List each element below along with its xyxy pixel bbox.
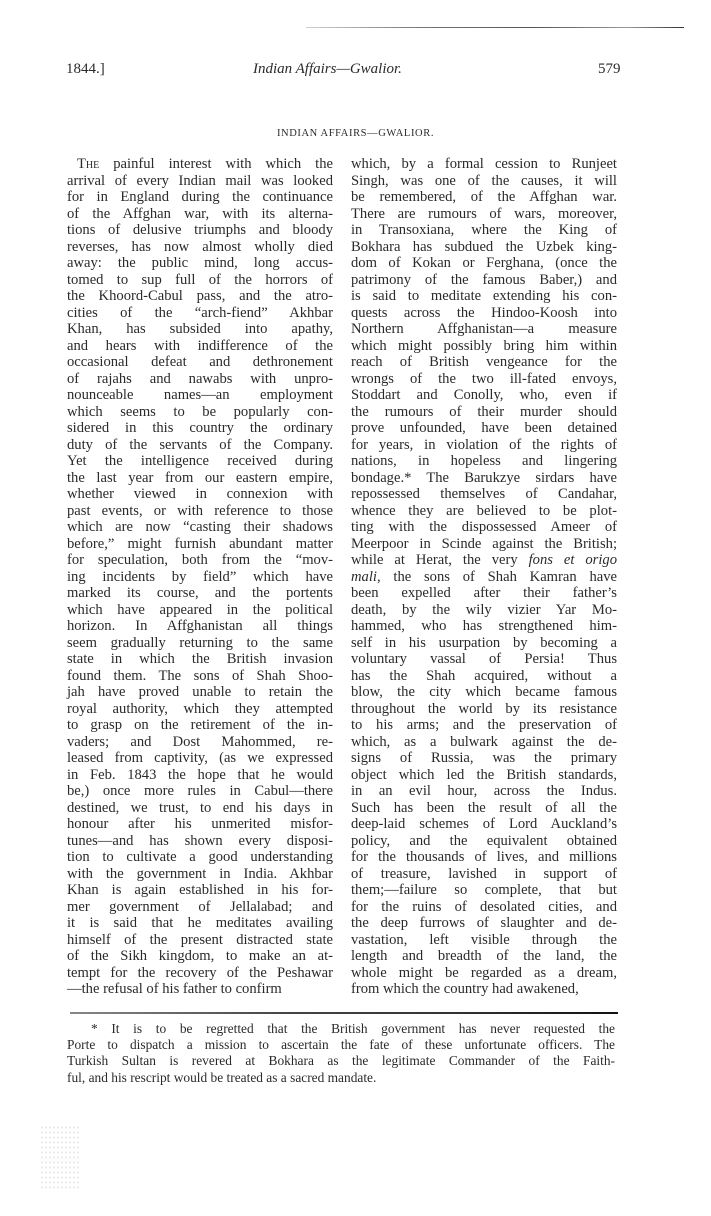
text-line: while at Herat, the very fons et origo <box>351 552 618 568</box>
text-line: Khan, has subsided into apathy, <box>67 321 333 337</box>
text-line: hammed, who has strengthened him- <box>351 618 617 634</box>
text-line: in Transoxiana, where the King of <box>351 222 617 238</box>
text-line: of treasure, lavished in support of <box>351 865 617 882</box>
footnote <box>67 1021 615 1086</box>
text-line: deep-laid schemes of Lord Auckland’s <box>351 816 617 832</box>
page-scan-specks <box>40 1125 80 1190</box>
text-line: the Khoord-Cabul pass, and the atro- <box>67 288 333 304</box>
text-line: which might possibly bring him within <box>351 337 617 354</box>
text-line: tunes—and has shown every disposi- <box>67 832 333 849</box>
text-line: voluntary vassal of Persia! Thus <box>351 651 617 667</box>
text-line: in an evil hour, across the Indus. <box>351 783 617 799</box>
text-line: bondage.* The Barukzye sirdars have <box>351 469 617 486</box>
text-line: for the ruins of desolated cities, and <box>351 898 617 915</box>
text-line: signs of Russia, was the primary <box>351 750 617 766</box>
text-line: which are now “casting their shadows <box>67 519 333 535</box>
text-line: whether viewed in connexion with <box>67 486 333 502</box>
text-line: duty of the servants of the Company. <box>67 436 333 453</box>
text-line: blow, the city which became famous <box>351 684 617 700</box>
text-line: Stoddart and Conolly, who, even if <box>351 387 617 403</box>
text-line: nounceable names—an employment <box>67 387 333 403</box>
text-line: which, as a bulwark against the de- <box>351 733 617 750</box>
text-line: occasional defeat and dethronement <box>67 354 333 370</box>
running-head <box>0 61 711 81</box>
text-line: tion to cultivate a good understanding <box>67 849 333 865</box>
footnote-line: * It is to be regretted that the British government has never requested the <box>91 1021 615 1036</box>
text-line: Bokhara has subdued the Uzbek king- <box>351 238 617 255</box>
text-line: of rajahs and nawabs with unpro- <box>67 370 333 387</box>
running-head-year: 1844.] <box>66 61 105 77</box>
text-line: reach of British vengeance for the <box>351 354 617 370</box>
page-number: 579 <box>598 61 621 77</box>
text-line: wrongs of the two ill-fated envoys, <box>351 370 617 387</box>
text-line: Northern Affghanistan—a measure <box>351 321 617 337</box>
text-line: it is said that he meditates availing <box>67 915 333 931</box>
text-line: sidered in this country the ordinary <box>67 420 333 436</box>
text-line: himself of the present distracted state <box>67 931 333 948</box>
text-line: royal authority, which they attempted <box>67 700 333 717</box>
text-line: seem gradually returning to the same <box>67 634 333 651</box>
text-line: death, by the wily vizier Yar Mo- <box>351 601 617 618</box>
text-line: quests across the Hindoo-Koosh into <box>351 304 617 321</box>
text-line: to grasp on the retirement of the in- <box>67 717 333 733</box>
text-line: the deep furrows of slaughter and de- <box>351 915 617 931</box>
text-line: object which led the British standards, <box>351 766 617 783</box>
text-line: vastation, left visible through the <box>351 931 617 948</box>
text-line: past events, or with reference to those <box>67 502 333 519</box>
text-line: mer government of Jellalabad; and <box>67 898 333 915</box>
text-line: of the Affghan war, with its alterna- <box>67 205 333 222</box>
text-line: Such has been the result of all the <box>351 799 617 816</box>
text-line: with the government in India. Akhbar <box>67 865 333 882</box>
text-line: the last year from our eastern empire, <box>67 469 333 486</box>
text-line: whence they are believed to be plot- <box>351 502 617 519</box>
text-line: before,” might furnish abundant matter <box>67 535 333 552</box>
footnote-line: ful, and his rescript would be treated as a sacred mandate. <box>67 1069 377 1085</box>
text-line: them;—failure so complete, that but <box>351 882 617 898</box>
text-line: the rumours of their murder should <box>351 403 617 420</box>
text-line: throughout the world by its resistance <box>351 700 617 717</box>
footnote-rule <box>70 1012 618 1014</box>
text-line: —the refusal of his father to confirm <box>67 981 282 997</box>
text-line: Meerpoor in Scinde against the British; <box>351 535 617 552</box>
text-line: Yet the intelligence received during <box>67 453 333 469</box>
text-line: jah have proved unable to retain the <box>67 684 333 700</box>
text-line: leased from captivity, (as we expressed <box>67 750 333 766</box>
text-line: been expelled after their father’s <box>351 585 617 601</box>
text-line: in Feb. 1843 the hope that he would <box>67 766 333 783</box>
text-line: ting with the dispossessed Ameer of <box>351 519 617 535</box>
text-line: self in his usurpation by becoming a <box>351 634 617 651</box>
text-line: dom of Kokan or Ferghana, (once the <box>351 255 617 271</box>
text-line: policy, and the equivalent obtained <box>351 832 617 849</box>
text-line: repossessed themselves of Candahar, <box>351 486 617 502</box>
text-line: arrival of every Indian mail was looked <box>67 172 333 189</box>
text-line: honour after his unmerited misfor- <box>67 816 333 832</box>
text-line: for in England during the continuance <box>67 189 333 205</box>
article-title: INDIAN AFFAIRS—GWALIOR. <box>276 128 435 139</box>
text-line: reverses, has now almost wholly died <box>67 238 333 255</box>
text-line: Singh, was one of the causes, it will <box>351 172 617 189</box>
text-line: vaders; and Dost Mahommed, re- <box>67 733 333 750</box>
text-line: whole might be regarded as a dream, <box>351 964 617 981</box>
text-line: of the Sikh kingdom, to make an at- <box>67 948 333 964</box>
text-line: Khan is again established in his for- <box>67 882 333 898</box>
text-line: tomed to sup full of the horrors of <box>67 271 333 288</box>
text-line: away: the public mind, long accus- <box>67 255 333 271</box>
text-line: for speculation, both from the “mov- <box>67 552 333 568</box>
text-line: is said to meditate extending his con- <box>351 288 617 304</box>
text-line: marked its course, and the portents <box>67 585 333 601</box>
text-line: and hears with indifference of the <box>67 337 333 354</box>
right-column <box>351 156 617 998</box>
text-line: has the Shah acquired, without a <box>351 667 617 684</box>
text-line: state in which the British invasion <box>67 651 333 667</box>
footnote-line: Turkish Sultan is revered at Bokhara as the legitimate Commander of the Faith- <box>67 1053 615 1069</box>
text-line: cities of the “arch-fiend” Akhbar <box>67 304 333 321</box>
text-line: found them. The sons of Shah Shoo- <box>67 667 333 684</box>
text-line: There are rumours of wars, moreover, <box>351 205 617 222</box>
top-page-rule <box>306 27 684 28</box>
text-line: The painful interest with which the <box>77 156 333 172</box>
text-line: prove unfounded, have been detained <box>351 420 617 436</box>
text-line: which, by a formal cession to Runjeet <box>351 156 617 172</box>
text-line: patrimony of the famous Baber,) and <box>351 271 617 288</box>
text-line: length and breadth of the land, the <box>351 948 617 964</box>
running-head-title: Indian Affairs—Gwalior. <box>253 61 402 77</box>
footnote-line: Porte to dispatch a mission to ascertain the fate of these unfortunate officers. The <box>67 1037 615 1053</box>
text-line: nations, in hopeless and lingering <box>351 453 617 469</box>
text-line: to his arms; and the preservation of <box>351 717 617 733</box>
text-line: from which the country had awakened, <box>351 981 579 997</box>
text-line: ing incidents by field” which have <box>67 568 333 585</box>
text-line: horizon. In Affghanistan all things <box>67 618 333 634</box>
text-line: for years, in violation of the rights of <box>351 436 617 453</box>
text-line: destined, we trust, to end his days in <box>67 799 333 816</box>
text-line: which have appeared in the political <box>67 601 333 618</box>
text-line: for the thousands of lives, and millions <box>351 849 617 865</box>
text-line: be remembered, of the Affghan war. <box>351 189 617 205</box>
opening-word: The <box>77 156 100 172</box>
text-line: tempt for the recovery of the Peshawar <box>67 964 333 981</box>
left-column <box>67 156 333 998</box>
text-line: be,) once more rules in Cabul—there <box>67 783 333 799</box>
text-line: tions of delusive triumphs and bloody <box>67 222 333 238</box>
text-line: mali, the sons of Shah Kamran have <box>351 568 617 585</box>
text-line: which seems to be popularly con- <box>67 403 333 420</box>
